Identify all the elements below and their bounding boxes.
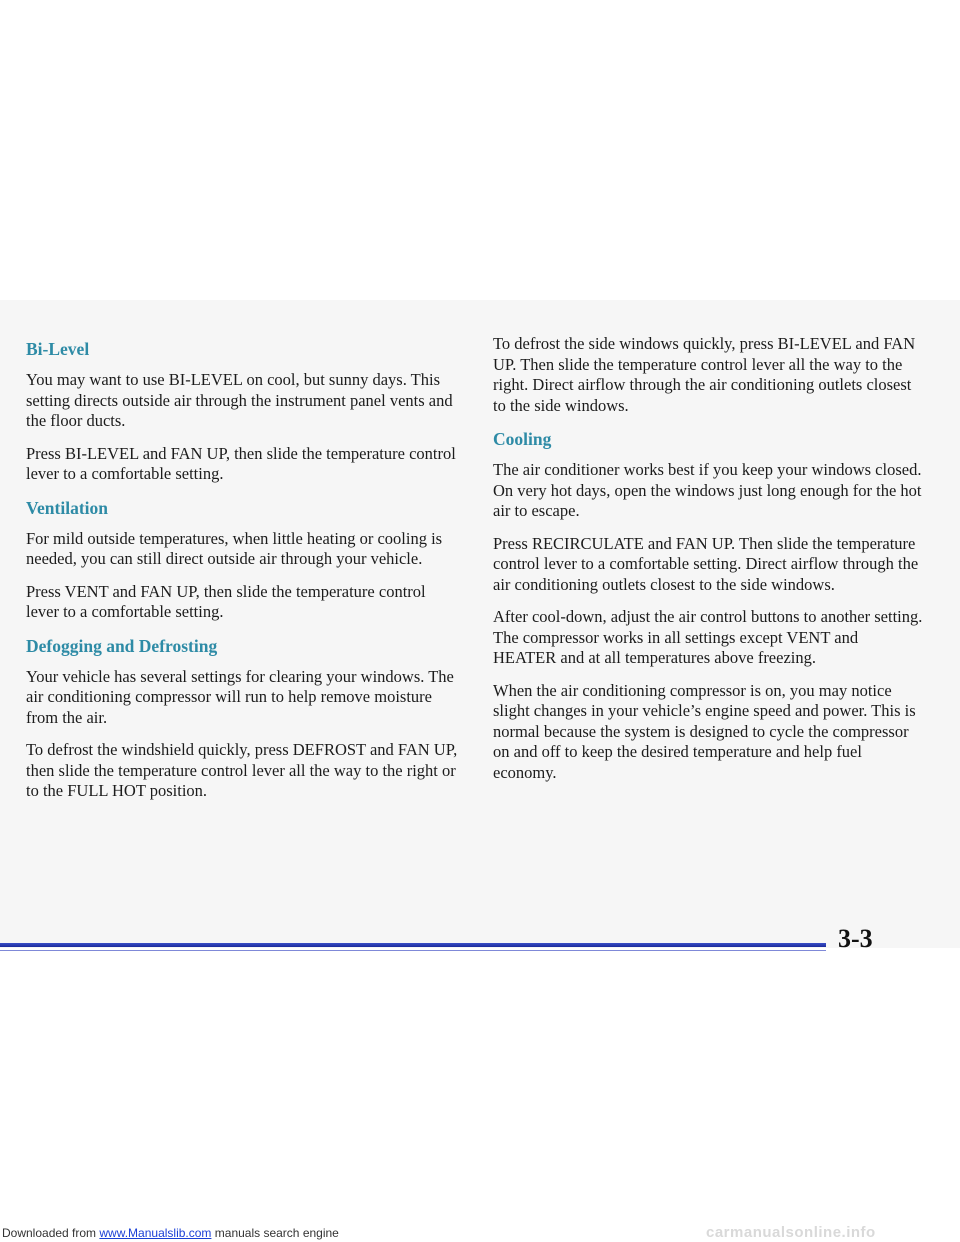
paragraph: To defrost the windshield quickly, press DEFROST and FAN UP, then slide the temperature control lever all the way to the right or to the FULL HOT position. — [26, 740, 458, 800]
section-heading-ventilation: Ventilation — [26, 497, 109, 518]
paragraph: When the air conditioning compressor is on, you may notice slight changes in your vehicle’s engine speed and power. This is normal because the system is designed to cycle the compressor on and off to keep the desired temperature and help fuel economy. — [493, 680, 916, 782]
section-heading-defogging: Defogging and Defrosting — [26, 635, 218, 656]
paragraph: Press VENT and FAN UP, then slide the temperature control lever to a comfortable setting. — [26, 581, 426, 621]
footer-prefix: Downloaded from — [2, 1226, 100, 1240]
watermark: carmanualsonline.info — [706, 1224, 876, 1241]
paragraph: Your vehicle has several settings for clearing your windows. The air conditioning compressor will run to help remove moisture from the air. — [26, 666, 454, 727]
paragraph: After cool-down, adjust the air control buttons to another setting. The compressor works in all settings except VENT and HEATER and at all temperatures above freezing. — [493, 607, 923, 667]
paragraph: The air conditioner works best if you keep your windows closed. On very hot days, open the windows just long enough for the hot air to escape. — [493, 460, 922, 520]
footer-rule-thin — [0, 950, 826, 951]
footer-rule — [0, 943, 826, 947]
right-column — [493, 334, 923, 795]
section-heading-cooling: Cooling — [493, 429, 552, 449]
paragraph: For mild outside temperatures, when little heating or cooling is needed, you can still direct outside air through your vehicle. — [26, 528, 443, 568]
manual-page — [0, 300, 960, 953]
download-footer — [2, 1226, 339, 1240]
paragraph: Press BI-LEVEL and FAN UP, then slide the temperature control lever to a comfortable setting. — [26, 443, 456, 483]
paragraph: To defrost the side windows quickly, press BI-LEVEL and FAN UP. Then slide the temperature control lever all the way to the right. Direct airflow through the air conditioning outlets closest to the side windows. — [493, 334, 916, 415]
manualslib-link[interactable]: www.Manualslib.com — [99, 1226, 212, 1240]
footer-suffix: manuals search engine — [211, 1226, 339, 1240]
section-heading-bilevel: Bi-Level — [26, 339, 90, 359]
paragraph: Press RECIRCULATE and FAN UP. Then slide the temperature control lever to a comfortable setting. Direct airflow through the air conditioning outlets closest to the side windows. — [493, 533, 919, 594]
page-number: 3-3 — [838, 924, 873, 953]
left-column — [26, 334, 462, 814]
paragraph: You may want to use BI-LEVEL on cool, but sunny days. This setting directs outside air through the instrument panel vents and the floor ducts. — [26, 370, 453, 430]
